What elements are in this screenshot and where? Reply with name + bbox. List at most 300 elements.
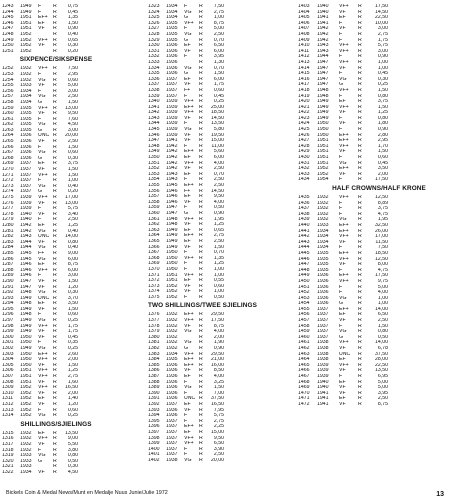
price: 1,40 — [67, 396, 78, 402]
grade: VG — [38, 245, 46, 251]
lot-number: 1320 — [2, 458, 14, 464]
price: 1,00 — [213, 272, 224, 278]
year: 1949 — [20, 329, 32, 335]
year: 1937 — [166, 435, 178, 441]
price: 9,75 — [377, 278, 388, 284]
grade: VF+ — [184, 255, 194, 261]
year: 1950 — [20, 334, 32, 340]
lot-number: 1319 — [2, 453, 14, 459]
grade: VF — [38, 43, 45, 49]
year: 1949 — [20, 4, 32, 9]
lot-number: 1328 — [148, 31, 160, 37]
currency: R — [53, 105, 57, 111]
price: 0,70 — [213, 65, 224, 71]
lot-number: 1419 — [298, 93, 310, 99]
lot-number: 1264 — [2, 133, 14, 139]
price: 2,00 — [213, 334, 224, 340]
currency: R — [53, 401, 57, 407]
currency: R — [53, 273, 57, 279]
lot-number: 1437 — [298, 206, 310, 212]
lot-number: 1404 — [298, 9, 310, 15]
price: 1,25 — [377, 110, 388, 116]
grade: EF+ — [38, 351, 48, 357]
currency: R — [358, 37, 362, 43]
currency: R — [199, 15, 203, 21]
grade: VF — [38, 334, 45, 340]
year: 1934 — [166, 9, 178, 15]
year: 1932 — [20, 436, 32, 442]
price: 3,00 — [377, 26, 388, 32]
price: 0,90 — [213, 210, 224, 216]
price: 37,50 — [375, 351, 388, 357]
price: 1,75 — [377, 37, 388, 43]
price: 2,50 — [67, 139, 78, 145]
price: 16,00 — [211, 362, 224, 368]
lot-number: 1272 — [2, 178, 14, 184]
currency: R — [199, 312, 203, 318]
currency: R — [358, 211, 362, 217]
lot-number: 1354 — [148, 177, 160, 183]
lot-number: 1245 — [2, 15, 14, 21]
grade: F — [184, 93, 188, 99]
price: 0,80 — [377, 115, 388, 121]
year: 1948 — [317, 93, 329, 99]
lot-number: 1324 — [148, 9, 160, 15]
year: 1946 — [20, 262, 32, 268]
price: 2,80 — [377, 132, 388, 138]
year: 1939 — [317, 374, 329, 379]
grade: VF — [38, 26, 45, 32]
lot-number: 1471 — [298, 396, 310, 402]
year: 1937 — [166, 82, 178, 88]
grade: G — [184, 346, 189, 352]
price: 0,45 — [67, 334, 78, 340]
currency: R — [53, 211, 57, 217]
lot-number: 1307 — [2, 374, 14, 379]
year: 1934 — [317, 245, 329, 251]
year: 1937 — [317, 318, 329, 324]
currency: R — [199, 4, 203, 9]
price: 8,00 — [377, 262, 388, 268]
currency: R — [199, 346, 203, 352]
currency: R — [199, 255, 203, 261]
grade: VG — [38, 290, 46, 296]
grade: F — [38, 88, 42, 94]
year: 1951 — [166, 272, 178, 278]
lot-number: 1430 — [298, 155, 310, 161]
currency: R — [53, 9, 57, 15]
price: 14,00 — [375, 340, 388, 346]
currency: R — [53, 390, 57, 396]
currency: R — [53, 48, 57, 54]
year: 1939 — [20, 195, 32, 200]
price: 1,25 — [213, 222, 224, 228]
grade: EF — [184, 238, 191, 244]
lot-number: 1350 — [148, 155, 160, 161]
price: 0,80 — [67, 453, 78, 459]
year: 1937 — [166, 446, 178, 452]
lot-number: 1317 — [2, 441, 14, 447]
lot-number: 1285 — [2, 250, 14, 256]
price: 1,50 — [377, 87, 388, 93]
grade: VG — [38, 94, 46, 100]
year: 1945 — [20, 256, 32, 262]
currency: R — [358, 401, 362, 407]
currency: R — [53, 161, 57, 167]
lot-number: 1338 — [148, 87, 160, 93]
currency: R — [53, 453, 57, 459]
price: 6,50 — [213, 441, 224, 447]
lot-number: 1249 — [2, 37, 14, 43]
currency: R — [199, 104, 203, 110]
grade: F — [38, 447, 42, 453]
currency: R — [199, 418, 203, 424]
currency: R — [358, 166, 362, 172]
currency: R — [53, 172, 57, 178]
grade: VF+ — [339, 362, 349, 368]
lot-number: 1288 — [2, 267, 14, 273]
price: 5,00 — [377, 379, 388, 385]
currency: R — [53, 295, 57, 301]
year: 1942 — [166, 166, 178, 172]
currency: R — [199, 368, 203, 374]
price: 1,50 — [67, 144, 78, 150]
grade: EF — [184, 76, 191, 82]
year: 1951 — [20, 368, 32, 374]
currency: R — [53, 66, 57, 72]
currency: R — [358, 31, 362, 37]
price: 6,00 — [213, 76, 224, 82]
lot-number: 1300 — [2, 334, 14, 340]
lot-number: 1433 — [298, 171, 310, 177]
lot-number: 1331 — [148, 48, 160, 54]
grade: F — [339, 71, 343, 77]
lot-number: 1267 — [2, 150, 14, 156]
lot-number: 1270 — [2, 167, 14, 173]
price: 6,00 — [213, 155, 224, 161]
year: 1940 — [20, 217, 32, 223]
lot-number: 1388 — [148, 379, 160, 385]
lot-number: 1348 — [148, 143, 160, 149]
grade: EF — [339, 99, 346, 105]
price: 3,40 — [67, 211, 78, 217]
grade: VF+ — [38, 105, 48, 111]
price: 1,50 — [67, 172, 78, 178]
price: 3,50 — [377, 166, 388, 172]
currency: R — [53, 37, 57, 43]
price: 6,78 — [377, 346, 388, 352]
currency: R — [358, 262, 362, 268]
price: 0,55 — [213, 278, 224, 284]
currency: R — [358, 301, 362, 307]
year: 1937 — [317, 323, 329, 329]
grade: VF — [38, 211, 45, 217]
price: 0,40 — [67, 31, 78, 37]
price: 0,40 — [67, 228, 78, 234]
year: 1939 — [166, 104, 178, 110]
grade: F — [339, 200, 343, 206]
lot-number: 1408 — [298, 31, 310, 37]
grade: VF+ — [184, 435, 194, 441]
year: 1952 — [20, 31, 32, 37]
lot-number: 1470 — [298, 390, 310, 396]
year: 1950 — [20, 357, 32, 363]
year: 1949 — [20, 9, 32, 15]
year: 1936 — [20, 133, 32, 139]
currency: R — [199, 9, 203, 15]
currency: R — [199, 329, 203, 335]
grade: VF — [184, 289, 191, 295]
year: 1941 — [317, 20, 329, 26]
year: 1939 — [166, 110, 178, 116]
currency: R — [53, 189, 57, 195]
year: 1934 — [317, 228, 329, 234]
lot-number: 1386 — [148, 368, 160, 374]
currency: R — [358, 200, 362, 206]
lot-number: 1469 — [298, 385, 310, 391]
price: 1,00 — [213, 289, 224, 295]
lot-number: 1416 — [298, 76, 310, 82]
price: 4,50 — [67, 122, 78, 128]
year: 1951 — [317, 155, 329, 161]
currency: R — [199, 401, 203, 407]
lot-number: 1363 — [148, 227, 160, 233]
lot-number: 1431 — [298, 160, 310, 166]
year: 1949 — [317, 104, 329, 110]
price: 2,95 — [67, 71, 78, 77]
price: 2,25 — [213, 424, 224, 430]
lot-number: 1303 — [2, 351, 14, 357]
year: 1940 — [317, 4, 329, 9]
price: 9,50 — [67, 111, 78, 117]
currency: R — [53, 385, 57, 391]
currency: R — [199, 76, 203, 82]
lot-number: 1349 — [148, 149, 160, 155]
grade: VF+ — [339, 340, 349, 346]
currency: R — [199, 294, 203, 300]
year: 1936 — [317, 290, 329, 296]
year: 1940 — [317, 9, 329, 15]
year: 1935 — [317, 256, 329, 262]
year: 1935 — [166, 20, 178, 26]
price: 0,60 — [67, 77, 78, 83]
grade: VF — [38, 239, 45, 245]
lot-number: 1256 — [2, 88, 14, 94]
year: 1951 — [20, 26, 32, 32]
grade: F — [339, 37, 343, 43]
price: 3,75 — [377, 99, 388, 105]
currency: R — [358, 43, 362, 49]
year: 1932 — [166, 346, 178, 352]
lot-number: 1455 — [298, 306, 310, 312]
lot-number: 1409 — [298, 37, 310, 43]
lot-number: 1289 — [2, 273, 14, 279]
currency: R — [358, 99, 362, 105]
price: 2,75 — [213, 9, 224, 15]
price: 3,80 — [67, 447, 78, 453]
price: 3,00 — [377, 48, 388, 54]
grade: EF+ — [184, 183, 194, 188]
lot-number: 1443 — [298, 239, 310, 245]
lot-number: 1299 — [2, 329, 14, 335]
grade: F — [38, 178, 42, 184]
currency: R — [199, 323, 203, 329]
currency: R — [53, 239, 57, 245]
price: 14,00 — [375, 306, 388, 312]
lot-number: 1364 — [148, 233, 160, 239]
price: 1,50 — [377, 149, 388, 155]
lot-number: 1359 — [148, 205, 160, 211]
price: 0,60 — [67, 312, 78, 318]
grade: F — [38, 9, 42, 15]
lot-number: 1462 — [298, 346, 310, 352]
grade: VF — [38, 200, 45, 206]
lot-number: 1442 — [298, 234, 310, 240]
grade: F — [184, 413, 188, 419]
grade: EF+ — [184, 149, 194, 155]
lot-number: 1247 — [2, 26, 14, 32]
price: 5,60 — [213, 149, 224, 155]
year: 1948 — [166, 222, 178, 228]
grade: VG — [184, 385, 192, 391]
lot-number: 1465 — [298, 362, 310, 368]
lot-number: 1458 — [298, 323, 310, 329]
column-2 — [148, 4, 257, 464]
currency: R — [53, 436, 57, 442]
price: 8,75 — [213, 323, 224, 329]
grade: VF+ — [339, 234, 349, 240]
year: 1949 — [166, 227, 178, 233]
year: 1952 — [20, 37, 32, 43]
lot-number: 1390 — [148, 390, 160, 396]
year: 1936 — [166, 374, 178, 379]
price: 3,75 — [377, 206, 388, 212]
lot-number: 1396 — [148, 424, 160, 430]
currency: R — [358, 340, 362, 346]
price: 14,50 — [375, 9, 388, 15]
currency: R — [199, 227, 203, 233]
grade: VF — [38, 139, 45, 145]
price: 19,50 — [211, 132, 224, 138]
grade: G — [38, 99, 43, 105]
lot-number: 1417 — [298, 82, 310, 88]
lot-number: 1305 — [2, 362, 14, 368]
currency: R — [358, 149, 362, 155]
price: 9,00 — [67, 250, 78, 256]
lot-number: 1345 — [148, 127, 160, 133]
currency: R — [358, 357, 362, 363]
grade: VF — [339, 390, 346, 396]
currency: R — [53, 306, 57, 312]
price: 21,00 — [211, 357, 224, 363]
currency: R — [53, 368, 57, 374]
price: 2,60 — [67, 351, 78, 357]
lot-number: 1369 — [148, 261, 160, 267]
currency: R — [53, 250, 57, 256]
currency: R — [53, 340, 57, 346]
grade: UNC — [38, 295, 50, 301]
price: 0,70 — [213, 171, 224, 177]
lot-number: 1399 — [148, 441, 160, 447]
grade: EF+ — [339, 138, 349, 144]
grade: VF+ — [184, 351, 194, 357]
grade: VF — [184, 222, 191, 228]
price: 0,45 — [213, 93, 224, 99]
grade: G — [339, 82, 344, 88]
grade: VG — [38, 183, 46, 189]
price: 2,50 — [213, 183, 224, 188]
currency: R — [53, 469, 57, 475]
grade: VF+ — [339, 143, 349, 149]
lot-number: 1453 — [298, 295, 310, 301]
price: 37,50 — [211, 396, 224, 402]
lot-number: 1244 — [2, 9, 14, 15]
price: 7,50 — [67, 66, 78, 72]
grade: G — [38, 189, 43, 195]
lot-number: 1387 — [148, 374, 160, 379]
lot-number: 1446 — [298, 256, 310, 262]
grade: VF+ — [339, 195, 349, 200]
currency: R — [53, 206, 57, 212]
grade: VF — [184, 323, 191, 329]
lot-number: 1401 — [148, 452, 160, 458]
grade: VG — [38, 228, 46, 234]
grade: F — [184, 446, 188, 452]
price: 14,50 — [211, 115, 224, 121]
year: 1942 — [166, 149, 178, 155]
section-heading: TWO SHILLINGS/TWEE SJIELINGS — [148, 302, 257, 310]
lot-number: 1451 — [298, 284, 310, 290]
currency: R — [358, 290, 362, 296]
year: 1936 — [166, 390, 178, 396]
year: 1936 — [20, 155, 32, 161]
year: 1940 — [317, 379, 329, 385]
price: 2,00 — [377, 171, 388, 177]
price: 3,75 — [67, 161, 78, 167]
price: 2,50 — [377, 396, 388, 402]
year: 1935 — [20, 111, 32, 117]
year: 1941 — [317, 396, 329, 402]
grade: EF — [339, 312, 346, 318]
price: 17,00 — [375, 234, 388, 240]
price: 14,50 — [211, 188, 224, 194]
year: 1946 — [20, 273, 32, 279]
grade: G — [184, 71, 189, 77]
grade: EF+ — [184, 233, 194, 239]
lot-number: 1292 — [2, 290, 14, 296]
currency: R — [358, 26, 362, 32]
year: 1949 — [317, 110, 329, 116]
lot-number: 1418 — [298, 87, 310, 93]
year: 1932 — [20, 447, 32, 453]
price: 5,75 — [377, 43, 388, 49]
currency: R — [358, 396, 362, 402]
year: 1948 — [20, 312, 32, 318]
currency: R — [53, 284, 57, 290]
lot-number: 1260 — [2, 111, 14, 117]
price: 1,00 — [213, 266, 224, 272]
year: 1932 — [166, 334, 178, 340]
price: 0,90 — [377, 54, 388, 60]
currency: R — [53, 323, 57, 329]
price: 18,50 — [211, 110, 224, 116]
grade: F — [184, 266, 188, 272]
year: 1949 — [20, 295, 32, 301]
lot-number: 1277 — [2, 206, 14, 212]
currency: R — [53, 99, 57, 105]
year: 1937 — [20, 172, 32, 178]
grade: F — [184, 4, 188, 9]
